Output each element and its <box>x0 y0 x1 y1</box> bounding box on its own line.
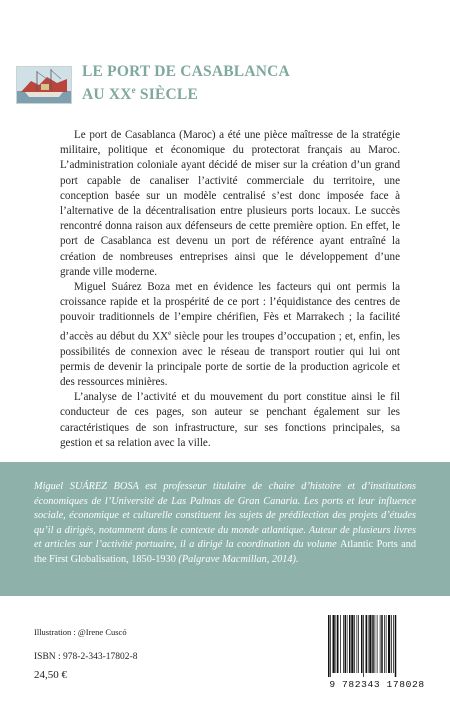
illustration-credit: Illustration : @Irene Cuscó <box>34 627 127 637</box>
summary-paragraph-3: L’analyse de l’activité et du mouvement du port constitue ainsi le fil conducteur de ces pages, son auteur se penchant également sur les caractéristiques de son infrastructure, sur ses fonctions principales, sa gestion et sa relation avec la ville. <box>60 391 400 449</box>
ship-thumbnail-icon <box>16 66 72 104</box>
book-title <box>82 62 422 104</box>
summary-paragraph-1: Le port de Casablanca (Maroc) a été une pièce maîtresse de la stratégie militaire, politique et économique du protectorat français au Maroc. L’administration coloniale ayant décidé de miser sur la création d’un grand port capable de canaliser l’activité commerciale du territoire, une conception basée sur un modèle centralisé s’est donc imposée face à l’alternative de la décentralisation entre plusieurs ports locaux. Le succès rencontré donna raison aux défenseurs de cette première option. En effet, le port de Casablanca est devenu un port de référence ayant entraîné la création de nombreuses entreprises ainsi que le développement d’une grande ville moderne. <box>60 129 400 278</box>
title-line-1: LE PORT DE CASABLANCA <box>82 63 290 80</box>
title-line-2: AU XXe SIÈCLE <box>82 85 198 104</box>
barcode-icon <box>322 613 432 695</box>
back-cover-summary <box>60 128 400 451</box>
isbn: ISBN : 978-2-343-17802-8 <box>34 652 138 662</box>
author-bio-box <box>0 462 450 596</box>
author-bio: Miguel SUÁREZ BOSA est professeur titulaire de chaire d’histoire et d’institutions économiques de l’Université de Las Palmas de Gran Canaria. Les ports et leur influence sociale, économique et culturelle constituent les sujets de prédilection des projets d’études qu’il a dirigés, notamment dans le contexte du monde atlantique. Auteur de plusieurs livres et articles sur l’activité portuaire, il a dirigé la coordination du volume Atlantic Ports and the First Globalisation, 1850-1930 (Palgrave Macmillan, 2014). <box>34 481 416 565</box>
price: 24,50 € <box>34 669 67 681</box>
barcode-digits: 9 782343 178028 <box>329 679 425 690</box>
header <box>16 62 436 106</box>
summary-paragraph-2: Miguel Suárez Boza met en évidence les facteurs qui ont permis la croissance rapide et la prospérité de ce port : l’équidistance des centres de pouvoir traditionnels de l’empire chérifien, Fès et Marrakech ; la facilité d’accès au début du XXe siècle pour les troupes d’occupation ; et, enfin, les possibilités de connexion avec le réseau de transport routier qui lui ont permis de devenir la principale porte de sortie de la production agricole et des ressources minières. <box>60 281 400 388</box>
